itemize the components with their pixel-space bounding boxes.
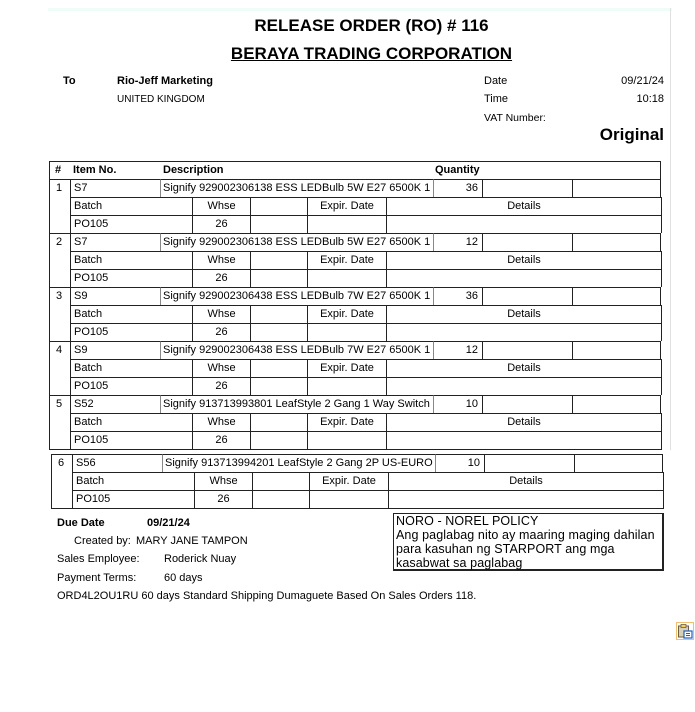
row-quantity: 12	[433, 341, 482, 359]
whse-value: 26	[192, 323, 250, 341]
header-item-no: Item No.	[73, 164, 117, 176]
row-empty-cell	[482, 233, 572, 251]
expir-date-value	[307, 431, 386, 449]
whse-value: 26	[192, 377, 250, 395]
created-by-value: MARY JANE TAMPON	[136, 535, 248, 547]
batch-value: PO105	[72, 490, 194, 508]
row-quantity: 36	[433, 287, 482, 305]
due-date-value: 09/21/24	[147, 517, 190, 529]
row-description: Signify 929002306438 ESS LEDBulb 7W E27 6500K 1	[160, 341, 433, 359]
value-empty-cell	[250, 269, 307, 287]
row-number: 6	[51, 454, 72, 472]
date-value: 09/21/24	[621, 75, 664, 87]
remarks: ORD4L2OU1RU 60 days Standard Shipping Dumaguete Based On Sales Orders 118.	[57, 590, 477, 602]
table-bottom-border	[51, 508, 664, 509]
expir-date-value	[307, 269, 386, 287]
sub-empty-cell	[250, 251, 307, 269]
sub-whse-label: Whse	[192, 197, 250, 215]
row-empty-cell	[484, 454, 574, 472]
row-indent	[49, 197, 70, 233]
sub-batch-label: Batch	[70, 413, 192, 431]
expir-date-value	[307, 323, 386, 341]
whse-value: 26	[194, 490, 252, 508]
row-item-no: S52	[70, 395, 160, 413]
row-number: 4	[49, 341, 70, 359]
row-indent	[49, 305, 70, 341]
sub-whse-label: Whse	[192, 359, 250, 377]
date-label: Date	[484, 75, 508, 87]
whse-value: 26	[192, 215, 250, 233]
sub-empty-cell	[250, 359, 307, 377]
row-empty-cell	[572, 395, 661, 413]
row-empty-cell	[572, 287, 661, 305]
to-label: To	[63, 75, 76, 87]
row-indent	[49, 251, 70, 287]
sub-whse-label: Whse	[192, 413, 250, 431]
row-indent	[49, 413, 70, 449]
copy-type: Original	[599, 125, 664, 144]
sub-expir-date-label: Expir. Date	[307, 305, 386, 323]
page-right-edge	[670, 8, 671, 450]
row-number: 5	[49, 395, 70, 413]
details-value	[386, 323, 662, 341]
row-description: Signify 913713994201 LeafStyle 2 Gang 2P US-EURO	[162, 454, 435, 472]
batch-value: PO105	[70, 377, 192, 395]
row-empty-cell	[482, 341, 572, 359]
header-quantity: Quantity	[435, 164, 480, 176]
row-number: 3	[49, 287, 70, 305]
sub-batch-label: Batch	[70, 251, 192, 269]
row-description: Signify 929002306138 ESS LEDBulb 5W E27 6500K 1	[160, 179, 433, 197]
row-empty-cell	[482, 287, 572, 305]
row-quantity: 12	[433, 233, 482, 251]
sub-empty-cell	[250, 305, 307, 323]
sub-expir-date-label: Expir. Date	[307, 197, 386, 215]
sub-expir-date-label: Expir. Date	[307, 251, 386, 269]
value-empty-cell	[250, 431, 307, 449]
batch-value: PO105	[70, 215, 192, 233]
customer-name: Rio-Jeff Marketing	[117, 75, 213, 87]
sales-employee-label: Sales Employee:	[57, 553, 140, 565]
row-item-no: S7	[70, 179, 160, 197]
policy-box	[393, 513, 664, 571]
sub-empty-cell	[250, 413, 307, 431]
vat-label: VAT Number:	[484, 112, 546, 124]
row-indent	[51, 472, 72, 508]
payment-terms-value: 60 days	[164, 572, 203, 584]
sub-empty-cell	[250, 197, 307, 215]
sub-details-label: Details	[386, 413, 662, 431]
row-quantity: 10	[433, 395, 482, 413]
row-empty-cell	[574, 454, 663, 472]
row-number: 2	[49, 233, 70, 251]
sub-details-label: Details	[386, 251, 662, 269]
sub-details-label: Details	[386, 305, 662, 323]
row-quantity: 36	[433, 179, 482, 197]
clipboard-icon	[677, 623, 693, 639]
sub-expir-date-label: Expir. Date	[309, 472, 388, 490]
row-item-no: S9	[70, 341, 160, 359]
sub-batch-label: Batch	[70, 305, 192, 323]
sub-details-label: Details	[386, 197, 662, 215]
customer-country: UNITED KINGDOM	[117, 94, 205, 105]
row-empty-cell	[572, 341, 661, 359]
clipboard-button[interactable]	[676, 622, 694, 640]
batch-value: PO105	[70, 431, 192, 449]
expir-date-value	[309, 490, 388, 508]
company-name: BERAYA TRADING CORPORATION	[230, 44, 513, 63]
table-left-border	[49, 413, 50, 450]
sub-whse-label: Whse	[192, 251, 250, 269]
row-item-no: S9	[70, 287, 160, 305]
value-empty-cell	[250, 377, 307, 395]
expir-date-value	[307, 377, 386, 395]
row-empty-cell	[482, 395, 572, 413]
sub-batch-label: Batch	[70, 359, 192, 377]
policy-text-line: para kasuhan ng STARPORT ang mga	[396, 542, 615, 556]
sub-empty-cell	[252, 472, 309, 490]
row-item-no: S7	[70, 233, 160, 251]
row-empty-cell	[572, 179, 661, 197]
expir-date-value	[307, 215, 386, 233]
value-empty-cell	[250, 323, 307, 341]
details-value	[386, 377, 662, 395]
details-value	[386, 215, 662, 233]
details-value	[386, 431, 662, 449]
row-description: Signify 929002306438 ESS LEDBulb 7W E27 6500K 1	[160, 287, 433, 305]
header-description: Description	[163, 164, 224, 176]
sub-whse-label: Whse	[194, 472, 252, 490]
due-date-label: Due Date	[57, 517, 105, 529]
details-value	[388, 490, 664, 508]
sub-details-label: Details	[386, 359, 662, 377]
sub-batch-label: Batch	[72, 472, 194, 490]
row-description: Signify 929002306138 ESS LEDBulb 5W E27 6500K 1	[160, 233, 433, 251]
policy-text-line: Ang paglabag nito ay maaring maging dahilan	[396, 528, 655, 542]
whse-value: 26	[192, 431, 250, 449]
header-num: #	[55, 164, 62, 176]
details-value	[386, 269, 662, 287]
page-top-strip	[48, 8, 672, 11]
value-empty-cell	[250, 215, 307, 233]
policy-text-line: kasabwat sa paglabag	[396, 556, 523, 570]
row-item-no: S56	[72, 454, 162, 472]
sub-expir-date-label: Expir. Date	[307, 359, 386, 377]
batch-value: PO105	[70, 269, 192, 287]
row-empty-cell	[482, 179, 572, 197]
sub-expir-date-label: Expir. Date	[307, 413, 386, 431]
row-indent	[49, 359, 70, 395]
sub-batch-label: Batch	[70, 197, 192, 215]
payment-terms-label: Payment Terms:	[57, 572, 137, 584]
policy-title: NORO - NOREL POLICY	[396, 514, 539, 528]
table-left-border	[51, 472, 52, 509]
created-by-label: Created by:	[74, 535, 131, 547]
sub-details-label: Details	[388, 472, 664, 490]
row-quantity: 10	[435, 454, 484, 472]
row-number: 1	[49, 179, 70, 197]
time-label: Time	[484, 93, 509, 105]
time-value: 10:18	[636, 93, 664, 105]
table-bottom-border	[49, 449, 662, 450]
sub-whse-label: Whse	[192, 305, 250, 323]
document-title: RELEASE ORDER (RO) # 116	[254, 16, 489, 35]
row-empty-cell	[572, 233, 661, 251]
value-empty-cell	[252, 490, 309, 508]
row-description: Signify 913713993801 LeafStyle 2 Gang 1 Way Switch	[160, 395, 433, 413]
batch-value: PO105	[70, 323, 192, 341]
sales-employee-value: Roderick Nuay	[164, 553, 237, 565]
whse-value: 26	[192, 269, 250, 287]
